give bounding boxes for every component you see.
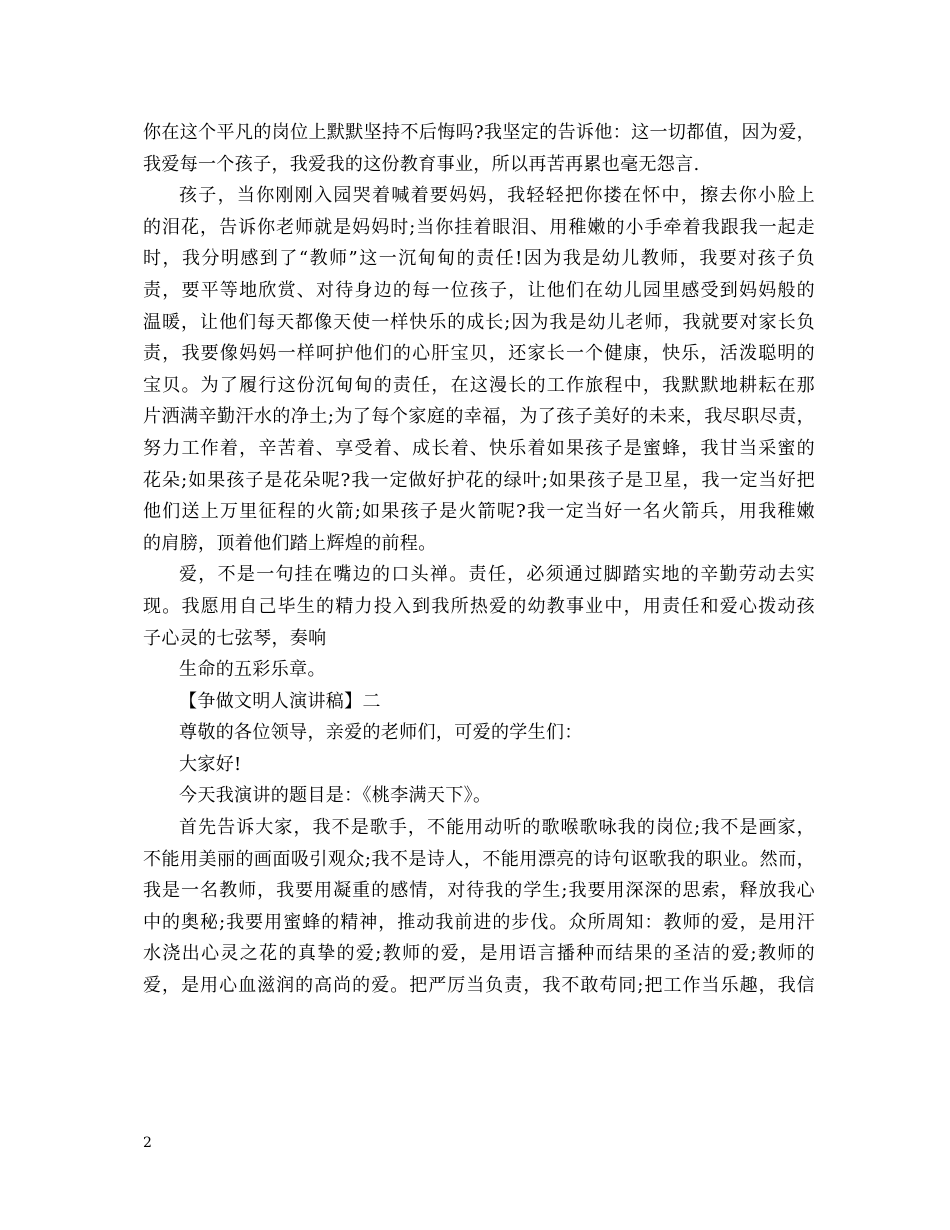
text-line: 温暖，让他们每天都像天使一样快乐的成长;因为我是幼儿老师，我就要对家长负 [143, 311, 815, 333]
text-line: 爱，是用心血滋润的高尚的爱。把严厉当负责，我不敢苟同;把工作当乐趣，我信 [143, 975, 815, 997]
text-line: 你在这个平凡的岗位上默默坚持不后悔吗?我坚定的告诉他：这一切都值，因为爱， [143, 122, 815, 143]
text-line: 【争做文明人演讲稿】二 [179, 690, 381, 712]
text-line: 责，我要像妈妈一样呵护他们的心肝宝贝，还家长一个健康，快乐，活泼聪明的 [143, 343, 815, 365]
text-line: 我是一名教师，我要用凝重的感情，对待我的学生;我要用深深的思索，释放我心 [143, 880, 815, 902]
text-line: 中的奥秘;我要用蜜蜂的精神，推动我前进的步伐。众所周知：教师的爱，是用汗 [143, 911, 815, 933]
text-line: 生命的五彩乐章。 [179, 659, 326, 681]
page-number: 2 [143, 1135, 152, 1151]
text-line: 大家好! [179, 753, 242, 775]
document-body [143, 117, 815, 1002]
text-line: 的肩膀，顶着他们踏上辉煌的前程。 [143, 532, 437, 554]
text-line: 他们送上万里征程的火箭;如果孩子是火箭呢?我一定当好一名火箭兵，用我稚嫩 [143, 501, 815, 523]
text-line: 孩子，当你刚刚入园哭着喊着要妈妈，我轻轻把你搂在怀中，擦去你小脸上 [179, 185, 815, 207]
text-line: 现。我愿用自己毕生的精力投入到我所热爱的幼教事业中，用责任和爱心拨动孩 [143, 595, 815, 617]
text-line: 责，要平等地欣赏、对待身边的每一位孩子，让他们在幼儿园里感受到妈妈般的 [143, 279, 815, 301]
text-line: 不能用美丽的画面吸引观众;我不是诗人，不能用漂亮的诗句讴歌我的职业。然而， [143, 848, 815, 870]
text-line: 我爱每一个孩子，我爱我的这份教育事业，所以再苦再累也毫无怨言. [143, 153, 700, 175]
text-line: 片洒满辛勤汗水的净土;为了每个家庭的幸福，为了孩子美好的未来，我尽职尽责， [143, 406, 815, 428]
text-line: 时，我分明感到了“教师”这一沉甸甸的责任!因为我是幼儿教师，我要对孩子负 [143, 248, 815, 270]
text-line: 花朵;如果孩子是花朵呢?我一定做好护花的绿叶;如果孩子是卫星，我一定当好把 [143, 469, 815, 491]
text-line: 宝贝。为了履行这份沉甸甸的责任，在这漫长的工作旅程中，我默默地耕耘在那 [143, 374, 815, 396]
text-line: 今天我演讲的题目是：《桃李满天下》。 [179, 785, 492, 807]
text-line: 水浇出心灵之花的真挚的爱;教师的爱，是用语言播种而结果的圣洁的爱;教师的 [143, 943, 815, 965]
text-line: 子心灵的七弦琴，奏响 [143, 627, 327, 649]
text-line: 首先告诉大家，我不是歌手，不能用动听的歌喉歌咏我的岗位;我不是画家， [179, 817, 815, 839]
text-line: 努力工作着，辛苦着、享受着、成长着、快乐着如果孩子是蜜蜂，我甘当采蜜的 [143, 437, 815, 459]
text-line: 爱，不是一句挂在嘴边的口头禅。责任，必须通过脚踏实地的辛勤劳动去实 [179, 564, 815, 586]
text-line: 的泪花，告诉你老师就是妈妈时;当你挂着眼泪、用稚嫩的小手牵着我跟我一起走 [143, 216, 815, 238]
text-line: 尊敬的各位领导，亲爱的老师们，可爱的学生们： [179, 722, 583, 744]
